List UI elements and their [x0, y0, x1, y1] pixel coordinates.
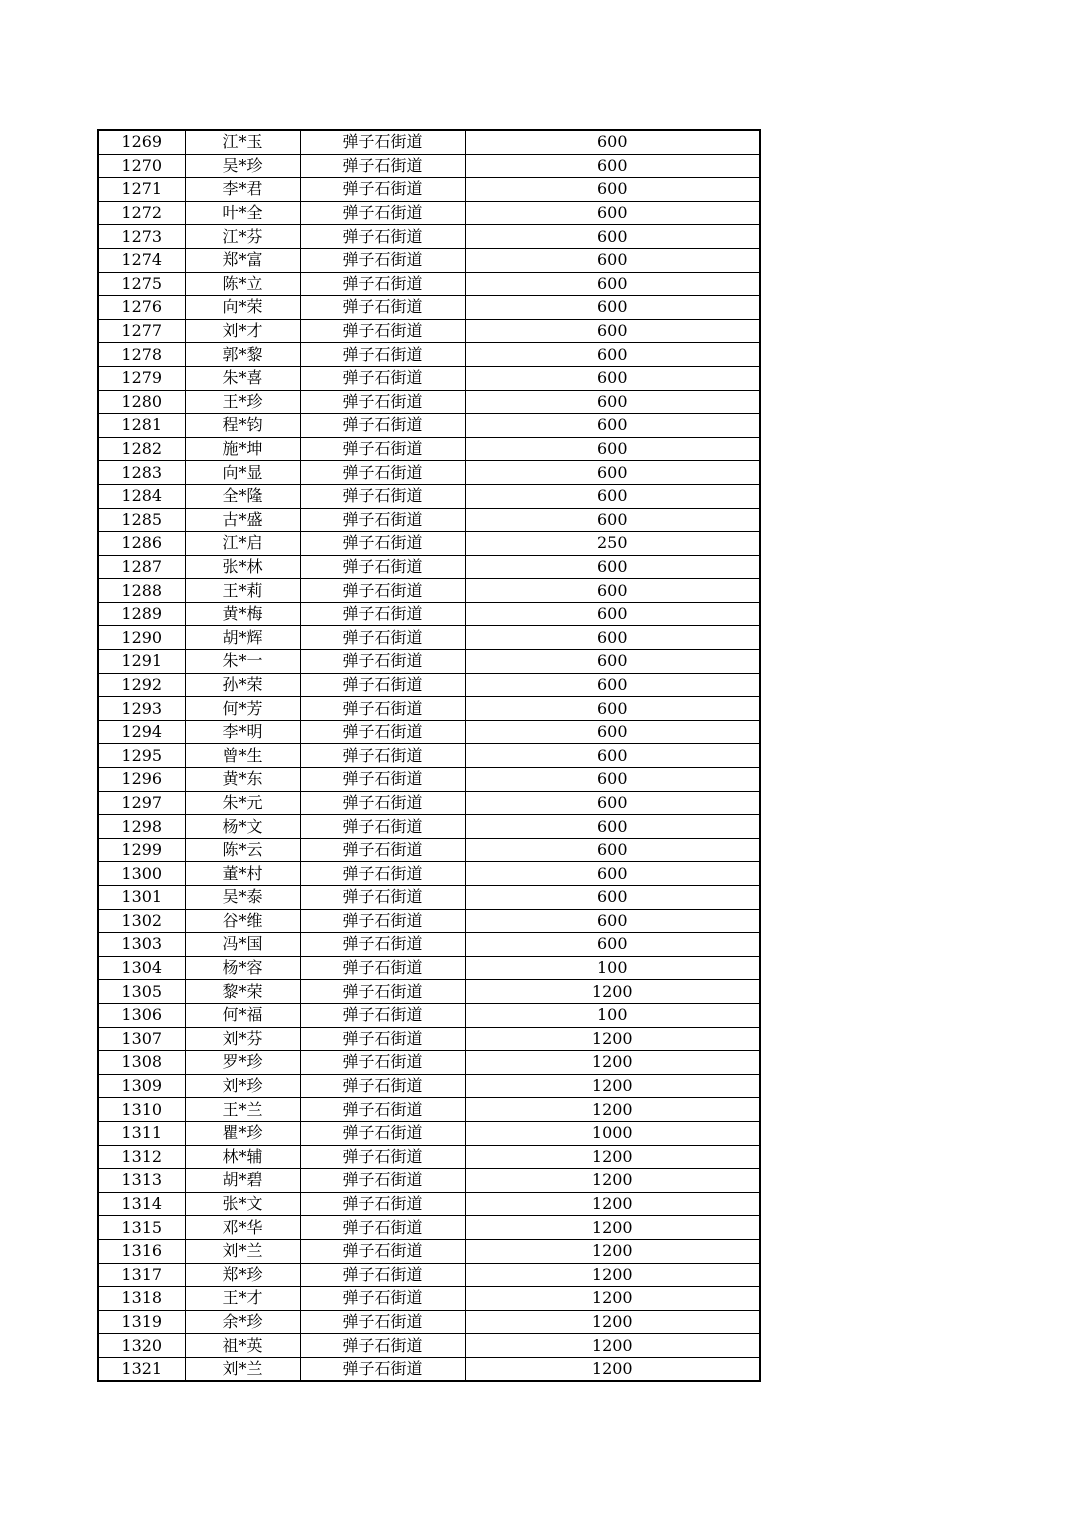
name-cell: 余*珍	[185, 1310, 300, 1334]
amount-cell: 1200	[465, 1310, 760, 1334]
name-cell: 胡*辉	[185, 626, 300, 650]
name-cell: 王*才	[185, 1287, 300, 1311]
street-cell: 弹子石街道	[300, 579, 465, 603]
amount-cell: 600	[465, 862, 760, 886]
row-number-cell: 1282	[98, 437, 185, 461]
row-number-cell: 1317	[98, 1263, 185, 1287]
row-number-cell: 1272	[98, 201, 185, 225]
street-cell: 弹子石街道	[300, 720, 465, 744]
name-cell: 曾*生	[185, 744, 300, 768]
street-cell: 弹子石街道	[300, 862, 465, 886]
street-cell: 弹子石街道	[300, 602, 465, 626]
amount-cell: 600	[465, 272, 760, 296]
name-cell: 刘*兰	[185, 1357, 300, 1381]
row-number-cell: 1310	[98, 1098, 185, 1122]
name-cell: 江*芬	[185, 225, 300, 249]
amount-cell: 600	[465, 319, 760, 343]
table-row	[98, 673, 760, 697]
name-cell: 谷*维	[185, 909, 300, 933]
row-number-cell: 1307	[98, 1027, 185, 1051]
name-cell: 朱*喜	[185, 366, 300, 390]
street-cell: 弹子石街道	[300, 555, 465, 579]
name-cell: 刘*珍	[185, 1074, 300, 1098]
row-number-cell: 1279	[98, 366, 185, 390]
name-cell: 全*隆	[185, 484, 300, 508]
amount-cell: 1200	[465, 1169, 760, 1193]
table-row	[98, 508, 760, 532]
name-cell: 江*玉	[185, 130, 300, 154]
name-cell: 郭*黎	[185, 343, 300, 367]
row-number-cell: 1281	[98, 414, 185, 438]
table-row	[98, 1003, 760, 1027]
amount-cell: 1000	[465, 1121, 760, 1145]
amount-cell: 600	[465, 555, 760, 579]
amount-cell: 600	[465, 225, 760, 249]
amount-cell: 600	[465, 768, 760, 792]
amount-cell: 600	[465, 484, 760, 508]
name-cell: 胡*碧	[185, 1169, 300, 1193]
amount-cell: 1200	[465, 1192, 760, 1216]
name-cell: 杨*文	[185, 815, 300, 839]
row-number-cell: 1288	[98, 579, 185, 603]
row-number-cell: 1289	[98, 602, 185, 626]
amount-cell: 600	[465, 933, 760, 957]
row-number-cell: 1275	[98, 272, 185, 296]
name-cell: 祖*英	[185, 1334, 300, 1358]
name-cell: 瞿*珍	[185, 1121, 300, 1145]
row-number-cell: 1290	[98, 626, 185, 650]
row-number-cell: 1283	[98, 461, 185, 485]
table-row	[98, 1239, 760, 1263]
street-cell: 弹子石街道	[300, 673, 465, 697]
table-row	[98, 1169, 760, 1193]
name-cell: 王*兰	[185, 1098, 300, 1122]
street-cell: 弹子石街道	[300, 1074, 465, 1098]
name-cell: 郑*富	[185, 248, 300, 272]
name-cell: 杨*容	[185, 956, 300, 980]
amount-cell: 600	[465, 201, 760, 225]
row-number-cell: 1300	[98, 862, 185, 886]
name-cell: 郑*珍	[185, 1263, 300, 1287]
row-number-cell: 1269	[98, 130, 185, 154]
amount-cell: 250	[465, 532, 760, 556]
table-row	[98, 343, 760, 367]
amount-cell: 1200	[465, 1334, 760, 1358]
amount-cell: 1200	[465, 1145, 760, 1169]
name-cell: 陈*云	[185, 838, 300, 862]
name-cell: 吴*泰	[185, 886, 300, 910]
row-number-cell: 1309	[98, 1074, 185, 1098]
table-row	[98, 1098, 760, 1122]
row-number-cell: 1311	[98, 1121, 185, 1145]
row-number-cell: 1274	[98, 248, 185, 272]
name-cell: 邓*华	[185, 1216, 300, 1240]
table-body	[98, 130, 760, 1381]
street-cell: 弹子石街道	[300, 1263, 465, 1287]
row-number-cell: 1304	[98, 956, 185, 980]
name-cell: 朱*元	[185, 791, 300, 815]
table-row	[98, 909, 760, 933]
street-cell: 弹子石街道	[300, 390, 465, 414]
row-number-cell: 1306	[98, 1003, 185, 1027]
amount-cell: 1200	[465, 1027, 760, 1051]
name-cell: 张*文	[185, 1192, 300, 1216]
row-number-cell: 1285	[98, 508, 185, 532]
table-row	[98, 650, 760, 674]
street-cell: 弹子石街道	[300, 1145, 465, 1169]
table-row	[98, 390, 760, 414]
name-cell: 施*坤	[185, 437, 300, 461]
amount-cell: 600	[465, 508, 760, 532]
street-cell: 弹子石街道	[300, 508, 465, 532]
table-row	[98, 838, 760, 862]
street-cell: 弹子石街道	[300, 296, 465, 320]
table-row	[98, 886, 760, 910]
amount-cell: 600	[465, 673, 760, 697]
row-number-cell: 1273	[98, 225, 185, 249]
street-cell: 弹子石街道	[300, 650, 465, 674]
table-row	[98, 272, 760, 296]
name-cell: 吴*珍	[185, 154, 300, 178]
amount-cell: 600	[465, 437, 760, 461]
row-number-cell: 1270	[98, 154, 185, 178]
amount-cell: 1200	[465, 1098, 760, 1122]
row-number-cell: 1291	[98, 650, 185, 674]
name-cell: 陈*立	[185, 272, 300, 296]
row-number-cell: 1294	[98, 720, 185, 744]
table-row	[98, 1334, 760, 1358]
row-number-cell: 1321	[98, 1357, 185, 1381]
street-cell: 弹子石街道	[300, 1239, 465, 1263]
street-cell: 弹子石街道	[300, 1310, 465, 1334]
row-number-cell: 1303	[98, 933, 185, 957]
table-row	[98, 1027, 760, 1051]
amount-cell: 100	[465, 956, 760, 980]
row-number-cell: 1318	[98, 1287, 185, 1311]
row-number-cell: 1293	[98, 697, 185, 721]
street-cell: 弹子石街道	[300, 1216, 465, 1240]
row-number-cell: 1313	[98, 1169, 185, 1193]
table-row	[98, 154, 760, 178]
street-cell: 弹子石街道	[300, 838, 465, 862]
table-row	[98, 1145, 760, 1169]
table-row	[98, 1216, 760, 1240]
name-cell: 李*明	[185, 720, 300, 744]
table-row	[98, 414, 760, 438]
amount-cell: 600	[465, 154, 760, 178]
row-number-cell: 1301	[98, 886, 185, 910]
street-cell: 弹子石街道	[300, 366, 465, 390]
row-number-cell: 1298	[98, 815, 185, 839]
table-row	[98, 815, 760, 839]
name-cell: 朱*一	[185, 650, 300, 674]
amount-cell: 600	[465, 343, 760, 367]
name-cell: 刘*芬	[185, 1027, 300, 1051]
row-number-cell: 1271	[98, 178, 185, 202]
amount-cell: 600	[465, 390, 760, 414]
name-cell: 冯*国	[185, 933, 300, 957]
row-number-cell: 1308	[98, 1051, 185, 1075]
amount-cell: 1200	[465, 1357, 760, 1381]
name-cell: 何*芳	[185, 697, 300, 721]
amount-cell: 600	[465, 248, 760, 272]
street-cell: 弹子石街道	[300, 956, 465, 980]
amount-cell: 600	[465, 130, 760, 154]
row-number-cell: 1316	[98, 1239, 185, 1263]
amount-cell: 600	[465, 366, 760, 390]
street-cell: 弹子石街道	[300, 437, 465, 461]
table-row	[98, 1310, 760, 1334]
table-row	[98, 461, 760, 485]
name-cell: 向*显	[185, 461, 300, 485]
row-number-cell: 1292	[98, 673, 185, 697]
name-cell: 程*钧	[185, 414, 300, 438]
table-row	[98, 1263, 760, 1287]
row-number-cell: 1287	[98, 555, 185, 579]
amount-cell: 600	[465, 579, 760, 603]
name-cell: 刘*才	[185, 319, 300, 343]
table-row	[98, 484, 760, 508]
amount-cell: 600	[465, 414, 760, 438]
street-cell: 弹子石街道	[300, 532, 465, 556]
street-cell: 弹子石街道	[300, 791, 465, 815]
table-row	[98, 720, 760, 744]
street-cell: 弹子石街道	[300, 1051, 465, 1075]
street-cell: 弹子石街道	[300, 980, 465, 1004]
amount-cell: 600	[465, 697, 760, 721]
table-row	[98, 178, 760, 202]
street-cell: 弹子石街道	[300, 1121, 465, 1145]
amount-cell: 1200	[465, 1263, 760, 1287]
table-row	[98, 980, 760, 1004]
table-row	[98, 697, 760, 721]
street-cell: 弹子石街道	[300, 414, 465, 438]
street-cell: 弹子石街道	[300, 1192, 465, 1216]
amount-cell: 100	[465, 1003, 760, 1027]
street-cell: 弹子石街道	[300, 1003, 465, 1027]
table-row	[98, 956, 760, 980]
amount-cell: 600	[465, 178, 760, 202]
table-row	[98, 1121, 760, 1145]
row-number-cell: 1297	[98, 791, 185, 815]
row-number-cell: 1295	[98, 744, 185, 768]
table-row	[98, 768, 760, 792]
street-cell: 弹子石街道	[300, 744, 465, 768]
name-cell: 江*启	[185, 532, 300, 556]
street-cell: 弹子石街道	[300, 319, 465, 343]
table-row	[98, 225, 760, 249]
street-cell: 弹子石街道	[300, 461, 465, 485]
amount-cell: 1200	[465, 1216, 760, 1240]
name-cell: 刘*兰	[185, 1239, 300, 1263]
name-cell: 叶*全	[185, 201, 300, 225]
street-cell: 弹子石街道	[300, 626, 465, 650]
table-row	[98, 532, 760, 556]
name-cell: 黄*东	[185, 768, 300, 792]
name-cell: 李*君	[185, 178, 300, 202]
row-number-cell: 1280	[98, 390, 185, 414]
row-number-cell: 1276	[98, 296, 185, 320]
amount-cell: 1200	[465, 1239, 760, 1263]
street-cell: 弹子石街道	[300, 201, 465, 225]
table-row	[98, 437, 760, 461]
table-row	[98, 1051, 760, 1075]
table-row	[98, 319, 760, 343]
amount-cell: 600	[465, 815, 760, 839]
name-cell: 张*林	[185, 555, 300, 579]
street-cell: 弹子石街道	[300, 1169, 465, 1193]
table-row	[98, 1192, 760, 1216]
amount-cell: 600	[465, 886, 760, 910]
amount-cell: 600	[465, 838, 760, 862]
street-cell: 弹子石街道	[300, 815, 465, 839]
street-cell: 弹子石街道	[300, 1334, 465, 1358]
name-cell: 董*村	[185, 862, 300, 886]
table-row	[98, 862, 760, 886]
name-cell: 林*辅	[185, 1145, 300, 1169]
data-table	[97, 129, 761, 1382]
street-cell: 弹子石街道	[300, 154, 465, 178]
name-cell: 罗*珍	[185, 1051, 300, 1075]
table-row	[98, 366, 760, 390]
table-row	[98, 744, 760, 768]
table-row	[98, 296, 760, 320]
street-cell: 弹子石街道	[300, 248, 465, 272]
street-cell: 弹子石街道	[300, 768, 465, 792]
street-cell: 弹子石街道	[300, 1098, 465, 1122]
row-number-cell: 1286	[98, 532, 185, 556]
row-number-cell: 1319	[98, 1310, 185, 1334]
street-cell: 弹子石街道	[300, 484, 465, 508]
table-row	[98, 201, 760, 225]
name-cell: 何*福	[185, 1003, 300, 1027]
table-row	[98, 1287, 760, 1311]
street-cell: 弹子石街道	[300, 1357, 465, 1381]
name-cell: 古*盛	[185, 508, 300, 532]
table-row	[98, 626, 760, 650]
table-row	[98, 933, 760, 957]
row-number-cell: 1314	[98, 1192, 185, 1216]
street-cell: 弹子石街道	[300, 272, 465, 296]
row-number-cell: 1299	[98, 838, 185, 862]
row-number-cell: 1278	[98, 343, 185, 367]
table-row	[98, 248, 760, 272]
table-row	[98, 791, 760, 815]
row-number-cell: 1312	[98, 1145, 185, 1169]
row-number-cell: 1320	[98, 1334, 185, 1358]
table-row	[98, 1357, 760, 1381]
amount-cell: 600	[465, 626, 760, 650]
amount-cell: 1200	[465, 1074, 760, 1098]
amount-cell: 600	[465, 744, 760, 768]
amount-cell: 600	[465, 602, 760, 626]
amount-cell: 1200	[465, 1051, 760, 1075]
street-cell: 弹子石街道	[300, 933, 465, 957]
row-number-cell: 1277	[98, 319, 185, 343]
street-cell: 弹子石街道	[300, 225, 465, 249]
street-cell: 弹子石街道	[300, 1027, 465, 1051]
row-number-cell: 1284	[98, 484, 185, 508]
street-cell: 弹子石街道	[300, 886, 465, 910]
street-cell: 弹子石街道	[300, 178, 465, 202]
street-cell: 弹子石街道	[300, 130, 465, 154]
amount-cell: 600	[465, 720, 760, 744]
name-cell: 王*珍	[185, 390, 300, 414]
amount-cell: 600	[465, 296, 760, 320]
amount-cell: 600	[465, 461, 760, 485]
name-cell: 黎*荣	[185, 980, 300, 1004]
amount-cell: 600	[465, 909, 760, 933]
amount-cell: 600	[465, 791, 760, 815]
street-cell: 弹子石街道	[300, 697, 465, 721]
row-number-cell: 1315	[98, 1216, 185, 1240]
table-row	[98, 555, 760, 579]
amount-cell: 600	[465, 650, 760, 674]
street-cell: 弹子石街道	[300, 1287, 465, 1311]
row-number-cell: 1302	[98, 909, 185, 933]
table-row	[98, 602, 760, 626]
row-number-cell: 1296	[98, 768, 185, 792]
row-number-cell: 1305	[98, 980, 185, 1004]
table-row	[98, 130, 760, 154]
street-cell: 弹子石街道	[300, 343, 465, 367]
table-row	[98, 579, 760, 603]
name-cell: 向*荣	[185, 296, 300, 320]
table-row	[98, 1074, 760, 1098]
name-cell: 孙*荣	[185, 673, 300, 697]
amount-cell: 1200	[465, 1287, 760, 1311]
name-cell: 黄*梅	[185, 602, 300, 626]
amount-cell: 1200	[465, 980, 760, 1004]
name-cell: 王*莉	[185, 579, 300, 603]
street-cell: 弹子石街道	[300, 909, 465, 933]
